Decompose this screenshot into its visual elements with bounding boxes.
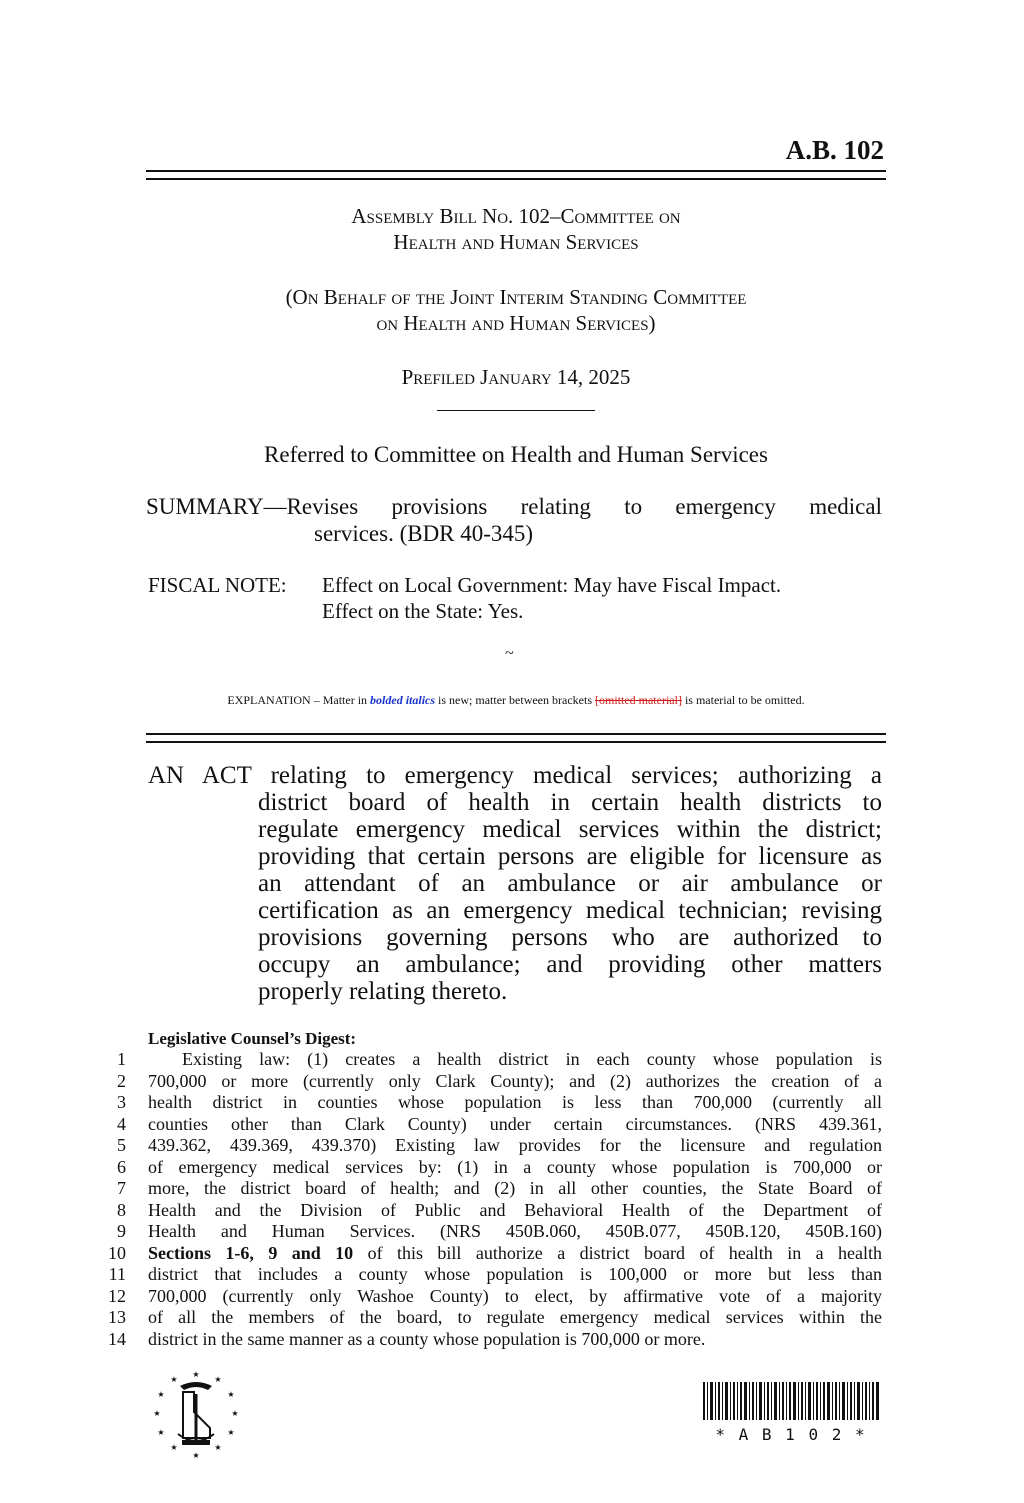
bill-heading-line-1: Assembly Bill No. 102–Committee on: [351, 204, 681, 228]
act-double-rule: [146, 733, 886, 743]
line-number: 3: [117, 1092, 126, 1112]
svg-text:★: ★: [192, 1370, 200, 1379]
svg-text:★: ★: [214, 1443, 222, 1452]
digest-line: 700,000 or more (currently only Clark County); and (2) authorizes the creation of a: [148, 1070, 882, 1091]
line-number: 10: [108, 1242, 126, 1263]
line-number: 9: [117, 1221, 126, 1241]
explanation-suffix: is material to be omitted.: [681, 693, 805, 707]
digest-line: more, the district board of health; and (2) in all other counties, the State Board of: [148, 1178, 882, 1198]
act-title: [148, 762, 882, 1005]
behalf-line-1: (On Behalf of the Joint Interim Standing Committee: [285, 285, 747, 309]
digest-line-rest: of this bill authorize a district board of health in a health: [353, 1242, 882, 1263]
bill-number: A.B. 102: [785, 135, 884, 165]
digest-line: Existing law: (1) creates a health district in each county whose population is: [182, 1049, 882, 1069]
summary-line-2: services. (BDR 40-345): [314, 521, 534, 546]
line-number: 13: [108, 1307, 126, 1327]
svg-text:★: ★: [214, 1375, 222, 1384]
line-number: 1: [117, 1049, 126, 1069]
explanation-new-sample: bolded italics: [370, 693, 436, 707]
digest-line: of all the members of the board, to regulate emergency medical services within the: [148, 1307, 882, 1327]
digest-line: of emergency medical services by: (1) in a county whose population is 700,000 or: [148, 1156, 882, 1177]
section-reference: Sections 1-6, 9 and 10: [148, 1242, 354, 1263]
summary: [146, 493, 882, 547]
tilde-separator: ~: [505, 645, 514, 662]
line-number: 4: [117, 1113, 126, 1134]
bill-heading-line-2: Health and Human Services: [393, 230, 639, 254]
svg-text:★: ★: [192, 1451, 200, 1460]
svg-text:★: ★: [170, 1443, 178, 1452]
digest-line: [148, 1243, 882, 1265]
svg-text:★: ★: [157, 1390, 165, 1399]
line-number: 14: [108, 1328, 126, 1349]
line-number: 7: [117, 1178, 126, 1198]
explanation-prefix: EXPLANATION – Matter in: [227, 693, 371, 707]
svg-text:★: ★: [227, 1428, 235, 1437]
line-number: 6: [117, 1156, 126, 1177]
svg-text:★: ★: [170, 1375, 178, 1384]
act-line: providing that certain persons are eligible for licensure as: [258, 843, 882, 870]
digest-line: district that includes a county whose population is 100,000 or more but less than: [148, 1264, 882, 1284]
behalf-line-2: on Health and Human Services): [376, 311, 656, 335]
fiscal-note-state: Effect on the State: Yes.: [322, 599, 524, 623]
explanation-omitted-sample: [omitted material]: [594, 693, 682, 707]
fiscal-note: [148, 572, 781, 624]
barcode-text: * A B 1 0 2 *: [715, 1425, 867, 1444]
line-number: 2: [117, 1070, 126, 1091]
line-number: 5: [117, 1135, 126, 1155]
digest-title: Legislative Counsel’s Digest:: [148, 1029, 357, 1048]
nevada-seal-icon: [150, 1368, 242, 1460]
digest-line: 439.362, 439.369, 439.370) Existing law provides for the licensure and regulation: [148, 1135, 882, 1155]
header-double-rule: [146, 170, 886, 180]
act-line: properly relating thereto.: [258, 978, 508, 1005]
svg-text:★: ★: [231, 1409, 239, 1418]
digest-line: 700,000 (currently only Washoe County) to elect, by affirmative vote of a majority: [148, 1285, 882, 1306]
line-number: 11: [108, 1264, 126, 1284]
act-line: an attendant of an ambulance or air ambulance or: [258, 870, 882, 897]
digest-line: district in the same manner as a county whose population is 700,000 or more.: [148, 1328, 706, 1349]
svg-text:★: ★: [227, 1390, 235, 1399]
line-number: 8: [117, 1199, 126, 1220]
explanation-middle: is new; matter between brackets: [435, 693, 595, 707]
svg-text:★: ★: [157, 1428, 165, 1437]
summary-line-1: SUMMARY—Revises provisions relating to emergency medical: [146, 494, 882, 519]
prefiled-date: Prefiled January 14, 2025: [401, 365, 631, 389]
fiscal-note-local: Effect on Local Government: May have Fiscal Impact.: [322, 573, 782, 597]
digest-line: Health and Human Services. (NRS 450B.060, 450B.077, 450B.120, 450B.160): [148, 1221, 882, 1241]
act-line: district board of health in certain health districts to: [258, 789, 882, 816]
act-line: occupy an ambulance; and providing other matters: [258, 951, 882, 978]
digest-line: Health and the Division of Public and Behavioral Health of the Department of: [148, 1199, 882, 1220]
digest-body: [100, 1049, 882, 1350]
act-line: regulate emergency medical services within the district;: [258, 816, 882, 843]
act-line: AN ACT relating to emergency medical services; authorizing a: [148, 762, 882, 789]
barcode-icon: [703, 1382, 879, 1420]
digest-line: counties other than Clark County) under certain circumstances. (NRS 439.361,: [148, 1113, 882, 1134]
act-line: certification as an emergency medical technician; revising: [258, 897, 882, 924]
digest-line: health district in counties whose population is less than 700,000 (currently all: [148, 1092, 882, 1112]
line-number: 12: [108, 1285, 126, 1306]
act-line: provisions governing persons who are authorized to: [258, 924, 882, 951]
svg-text:★: ★: [153, 1409, 161, 1418]
referred-to-committee: Referred to Committee on Health and Human Services: [264, 442, 768, 467]
fiscal-note-label: FISCAL NOTE:: [148, 573, 287, 597]
short-divider: [437, 410, 595, 411]
explanation-note: [146, 693, 886, 708]
